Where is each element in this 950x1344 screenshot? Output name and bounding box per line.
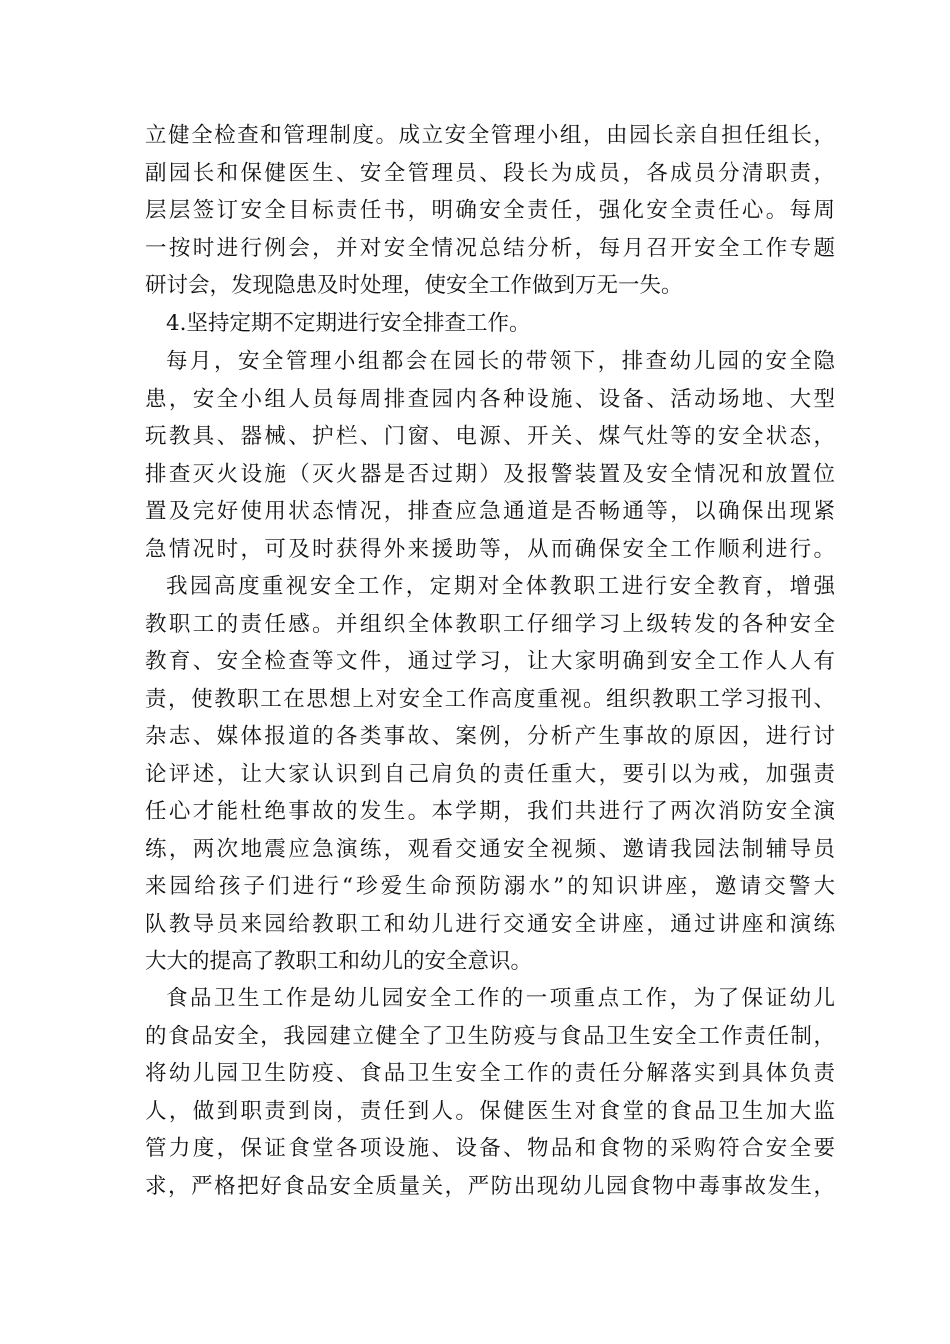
text-line: 责，使教职工在思想上对安全工作高度重视。组织教职工学习报刊、 (145, 686, 835, 712)
text-line: 教育、安全检查等文件，通过学习，让大家明确到安全工作人人有 (145, 649, 835, 674)
text-line: 杂志、媒体报道的各类事故、案例，分析产生事故的原因，进行讨 (145, 724, 835, 749)
text-line: 将幼儿园卫生防疫、食品卫生安全工作的责任分解落实到具体负责 (145, 1061, 835, 1086)
text-line: 管力度，保证食堂各项设施、设备、物品和食物的采购符合安全要 (145, 1136, 835, 1161)
text-line: 来园给孩子们进行“珍爱生命预防溺水”的知识讲座，邀请交警大 (145, 874, 835, 899)
paragraph-safety-management (145, 117, 835, 305)
text-line: 每月，安全管理小组都会在园长的带领下，排查幼儿园的安全隐 (166, 349, 835, 374)
text-line: 我园高度重视安全工作，定期对全体教职工进行安全教育，增强 (166, 574, 835, 599)
text-line: 副园长和保健医生、安全管理员、段长为成员，各成员分清职责， (145, 160, 835, 186)
text-line: 立健全检查和管理制度。成立安全管理小组，由园长亲自担任组长， (145, 123, 835, 148)
text-line: 人，做到职责到岗，责任到人。保健医生对食堂的食品卫生加大监 (145, 1098, 835, 1124)
text-line: 急情况时，可及时获得外来援助等，从而确保安全工作顺利进行。 (145, 536, 835, 562)
text-line: 食品卫生工作是幼儿园安全工作的一项重点工作，为了保证幼儿 (166, 986, 835, 1011)
text-line: 层层签订安全目标责任书，明确安全责任，强化安全责任心。每周 (145, 198, 835, 223)
text-line: 练，两次地震应急演练，观看交通安全视频、邀请我园法制辅导员 (145, 836, 835, 862)
text-line: 队教导员来园给教职工和幼儿进行交通安全讲座，通过讲座和演练 (145, 911, 835, 937)
text-line: 论评述，让大家认识到自己肩负的责任重大，要引以为戒，加强责 (145, 761, 835, 787)
paragraph-food-hygiene (145, 980, 835, 1205)
text-line: 教职工的责任感。并组织全体教职工仔细学习上级转发的各种安全 (145, 611, 835, 637)
text-line: 患，安全小组人员每周排查园内各种设施、设备、活动场地、大型 (145, 386, 835, 412)
paragraph-inspection (145, 343, 835, 568)
section-heading (166, 305, 856, 343)
text-line: 求，严格把好食品安全质量关，严防出现幼儿园食物中毒事故发生， (145, 1173, 835, 1199)
text-line: 的食品安全，我园建立健全了卫生防疫与食品卫生安全工作责任制， (145, 1023, 835, 1049)
text-line: 任心才能杜绝事故的发生。本学期，我们共进行了两次消防安全演 (145, 799, 835, 824)
text-line: 研讨会，发现隐患及时处理，使安全工作做到万无一失。 (145, 273, 683, 298)
text-line: 置及完好使用状态情况，排查应急通道是否畅通等，以确保出现紧 (145, 499, 835, 524)
heading-text: 4.坚持定期不定期进行安全排查工作。 (166, 311, 531, 336)
text-line: 排查灭火设施（灭火器是否过期）及报警装置及安全情况和放置位 (145, 461, 835, 487)
text-line: 一按时进行例会，并对安全情况总结分析，每月召开安全工作专题 (145, 235, 835, 261)
text-line: 玩教具、器械、护栏、门窗、电源、开关、煤气灶等的安全状态， (145, 424, 835, 449)
text-line: 大大的提高了教职工和幼儿的安全意识。 (145, 949, 533, 974)
paragraph-safety-education (145, 568, 835, 981)
